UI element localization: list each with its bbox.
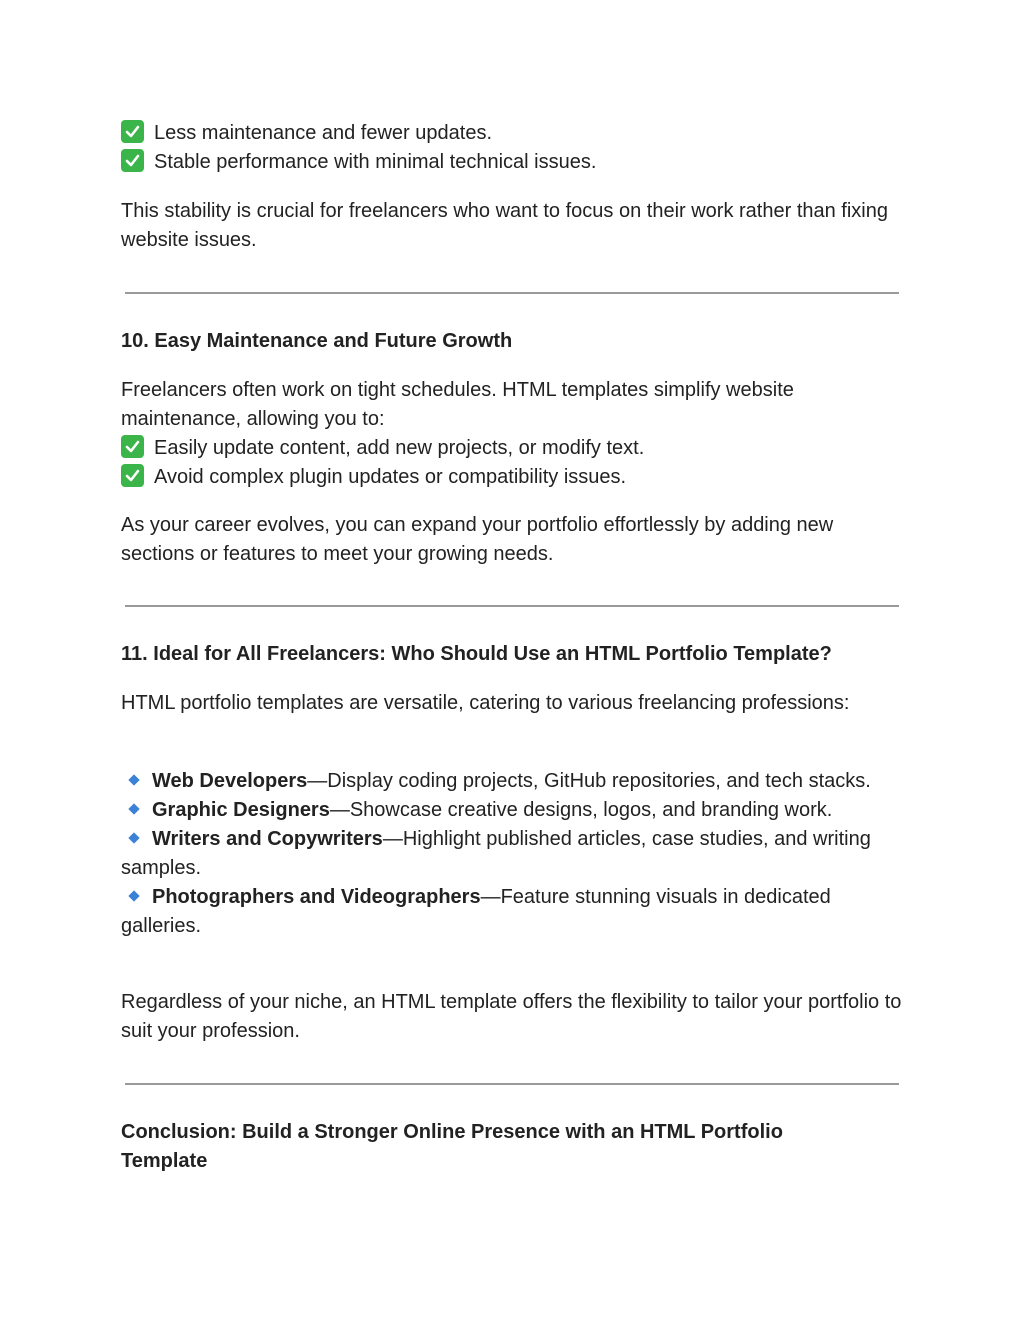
body-paragraph: Regardless of your niche, an HTML template offers the flexibility to tailor your portfolio to suit your profession. [121, 991, 902, 1042]
check-mark-icon [121, 149, 144, 172]
list-item: Graphic Designers—Showcase creative designs, logos, and branding work. [121, 796, 911, 825]
list-item: Photographers and Videographers—Feature stunning visuals in dedicated galleries. [121, 886, 831, 937]
check-item: Avoid complex plugin updates or compatibility issues. [121, 463, 906, 492]
body-paragraph: Freelancers often work on tight schedules. HTML templates simplify website maintenance, allowing you to: [121, 379, 794, 430]
check-mark-icon [121, 435, 144, 458]
check-item: Less maintenance and fewer updates. [121, 119, 906, 148]
section9-paragraph-block [121, 197, 906, 255]
list-item: Writers and Copywriters—Highlight published articles, case studies, and writing samples. [121, 828, 871, 879]
blue-diamond-icon [128, 832, 139, 843]
section11 [121, 640, 906, 669]
section-heading: 11. Ideal for All Freelancers: Who Should Use an HTML Portfolio Template? [121, 643, 832, 665]
blue-diamond-icon [128, 890, 139, 901]
blue-diamond-icon [128, 803, 139, 814]
conclusion [121, 1118, 861, 1176]
section-heading: 10. Easy Maintenance and Future Growth [121, 330, 513, 352]
section-divider [125, 605, 899, 607]
section-heading: Conclusion: Build a Stronger Online Presence with an HTML Portfolio Template [121, 1121, 783, 1172]
section9-checklist [121, 119, 906, 177]
body-paragraph: HTML portfolio templates are versatile, catering to various freelancing professions: [121, 692, 850, 714]
section10-body [121, 376, 906, 492]
section11-intro-block [121, 689, 906, 718]
section10 [121, 327, 906, 356]
profession-list [121, 767, 911, 941]
check-mark-icon [121, 464, 144, 487]
check-item: Stable performance with minimal technical issues. [121, 148, 906, 177]
section11-paragraph-block [121, 988, 906, 1046]
body-paragraph: This stability is crucial for freelancers who want to focus on their work rather than fixing website issues. [121, 200, 888, 251]
check-item: Easily update content, add new projects, or modify text. [121, 434, 906, 463]
list-item: Web Developers—Display coding projects, GitHub repositories, and tech stacks. [121, 767, 911, 796]
blue-diamond-icon [128, 774, 139, 785]
body-paragraph: As your career evolves, you can expand your portfolio effortlessly by adding new sections or features to meet your growing needs. [121, 514, 834, 565]
section10-paragraph-block [121, 511, 906, 569]
section-divider [125, 1083, 899, 1085]
section-divider [125, 292, 899, 294]
check-mark-icon [121, 120, 144, 143]
